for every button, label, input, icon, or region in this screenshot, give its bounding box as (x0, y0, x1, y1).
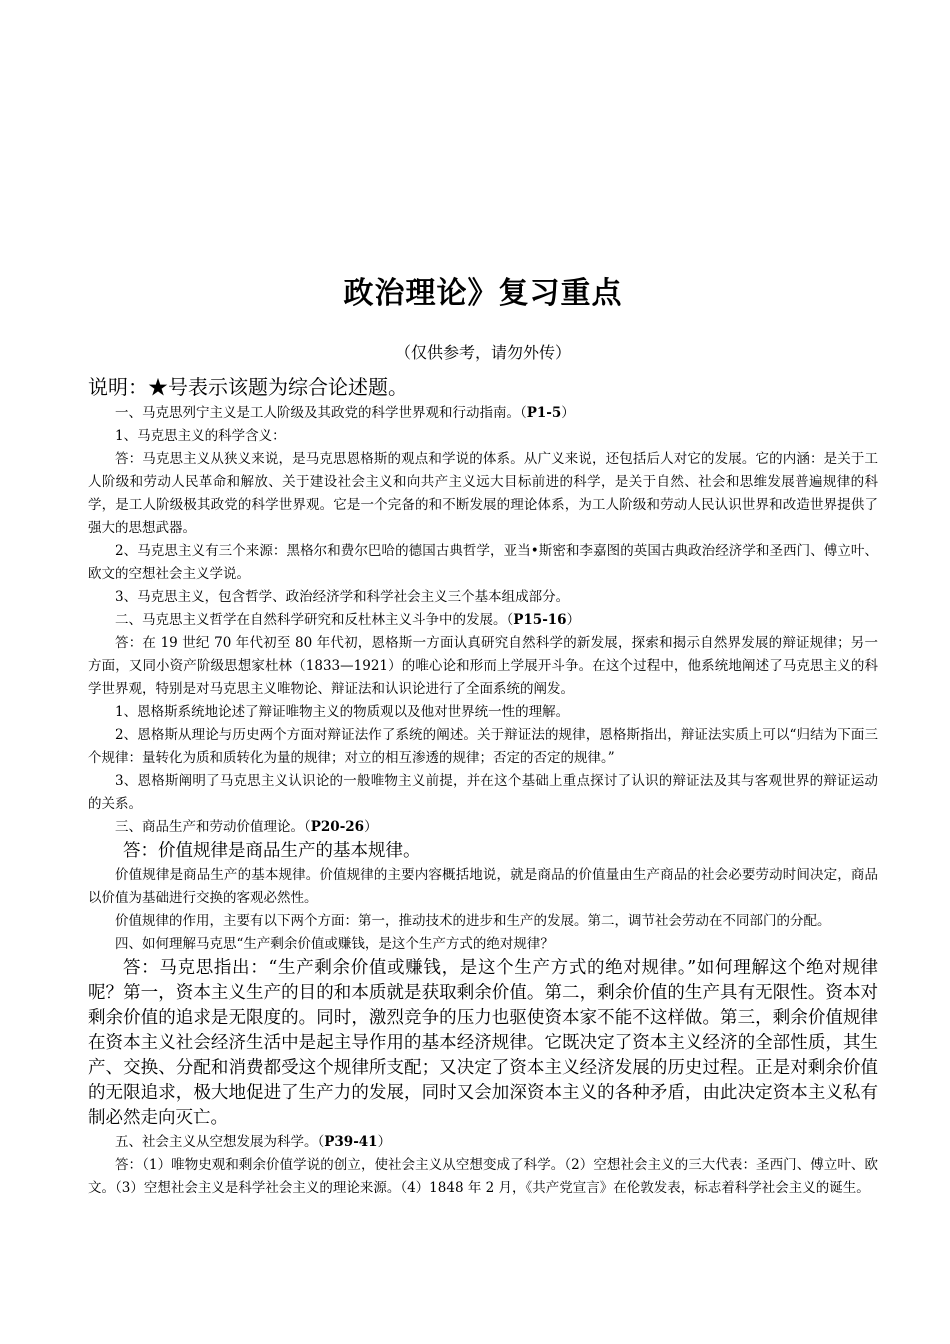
page-ref: P20-26 (310, 819, 365, 835)
section-heading-3: 三、商品生产和劳动价值理论。（P20-26） (115, 819, 378, 835)
paragraph: 答：（1）唯物史观和剩余价值学说的创立，使社会主义从空想变成了科学。（2）空想社会主义的三大代表：圣西门、傅立叶、欧文。（3）空想社会主义是科学社会主义的理论来源。（4）1848 年 2 月，《共产党宣言》在伦敦发表，标志着科学社会主义的诞生。 (88, 1157, 878, 1196)
paragraph: 价值规律是商品生产的基本规律。价值规律的主要内容概括地说，就是商品的价值量由生产商品的社会必要劳动时间决定，商品以价值为基础进行交换的客观必然性。 (88, 867, 878, 906)
paragraph: 2、恩格斯从理论与历史两个方面对辩证法作了系统的阐述。关于辩证法的规律，恩格斯指出，辩证法实质上可以“归结为下面三个规律：量转化为质和质转化为量的规律；对立的相互渗透的规律；否定的否定的规律。” (88, 727, 878, 766)
paragraph: 1、恩格斯系统地论述了辩证唯物主义的物质观以及他对世界统一性的理解。 (115, 704, 570, 720)
section-heading-2: 二、马克思主义哲学在自然科学研究和反杜林主义斗争中的发展。（P15-16） (115, 612, 581, 628)
section-heading-1: 一、马克思列宁主义是工人阶级及其政党的科学世界观和行动指南。（P1-5） (115, 405, 575, 421)
page-subtitle: （仅供参考，请勿外传） (394, 343, 571, 362)
page-ref: P1-5 (526, 405, 562, 421)
document-body (88, 372, 878, 1200)
paragraph: 答：马克思指出：“生产剩余价值或赚钱，是这个生产方式的绝对规律。”如何理解这个绝对规律呢？第一，资本主义生产的目的和本质就是获取剩余价值。第二，剩余价值的生产具有无限性。资本对剩余价值的追求是无限度的。同时，激烈竞争的压力也驱使资本家不能不这样做。第三，剩余价值规律在资本主义社会经济生活中是起主导作用的基本经济规律。它既决定了资本主义经济的全部性质，其生产、交换、分配和消费都受这个规律所支配；又决定了资本主义经济发展的历史过程。正是对剩余价值的无限追求，极大地促进了生产力的发展，同时又会加深资本主义的各种矛盾，由此决定资本主义私有制必然走向灭亡。 (88, 958, 878, 1128)
page-ref: P39-41 (324, 1134, 378, 1150)
paragraph: 答：价值规律是商品生产的基本规律。 (123, 841, 421, 861)
page-title: 政治理论》复习重点 (343, 276, 623, 311)
paragraph: 答：马克思主义从狭义来说，是马克思恩格斯的观点和学说的体系。从广义来说，还包括后人对它的发展。它的内涵：是关于工人阶级和劳动人民革命和解放、关于建设社会主义和向共产主义远大目标前进的科学，是关于自然、社会和思维发展普遍规律的科学，是工人阶级极其政党的科学世界观。它是一个完备的和不断发展的理论体系，为工人阶级和劳动人民认识世界和改造世界提供了强大的思想武器。 (88, 451, 878, 536)
paragraph: 价值规律的作用，主要有以下两个方面：第一，推动技术的进步和生产的发展。第二，调节社会劳动在不同部门的分配。 (115, 913, 831, 929)
paragraph: 3、马克思主义，包含哲学、政治经济学和科学社会主义三个基本组成部分。 (115, 589, 570, 605)
paragraph: 1、马克思主义的科学含义： (115, 428, 286, 444)
paragraph: 答：在 19 世纪 70 年代初至 80 年代初，恩格斯一方面认真研究自然科学的新发展，探索和揭示自然界发展的辩证规律；另一方面，又同小资产阶级思想家杜林（1833—1921）的唯心论和形而上学展开斗争。在这个过程中，他系统地阐述了马克思主义的科学世界观，特别是对马克思主义唯物论、辩证法和认识论进行了全面系统的阐发。 (88, 635, 878, 697)
page-ref: P15-16 (513, 612, 567, 628)
paragraph: 3、恩格斯阐明了马克思主义认识论的一般唯物主义前提，并在这个基础上重点探讨了认识的辩证法及其与客观世界的辩证运动的关系。 (88, 773, 878, 812)
legend-note: 说明：★号表示该题为综合论述题。 (88, 375, 408, 399)
section-heading-5: 五、社会主义从空想发展为科学。（P39-41） (115, 1134, 392, 1150)
paragraph: 2、马克思主义有三个来源：黑格尔和费尔巴哈的德国古典哲学，亚当•斯密和李嘉图的英国古典政治经济学和圣西门、傅立叶、欧文的空想社会主义学说。 (88, 543, 878, 582)
section-heading-4: 四、如何理解马克思“生产剩余价值或赚钱，是这个生产方式的绝对规律？ (115, 936, 554, 952)
